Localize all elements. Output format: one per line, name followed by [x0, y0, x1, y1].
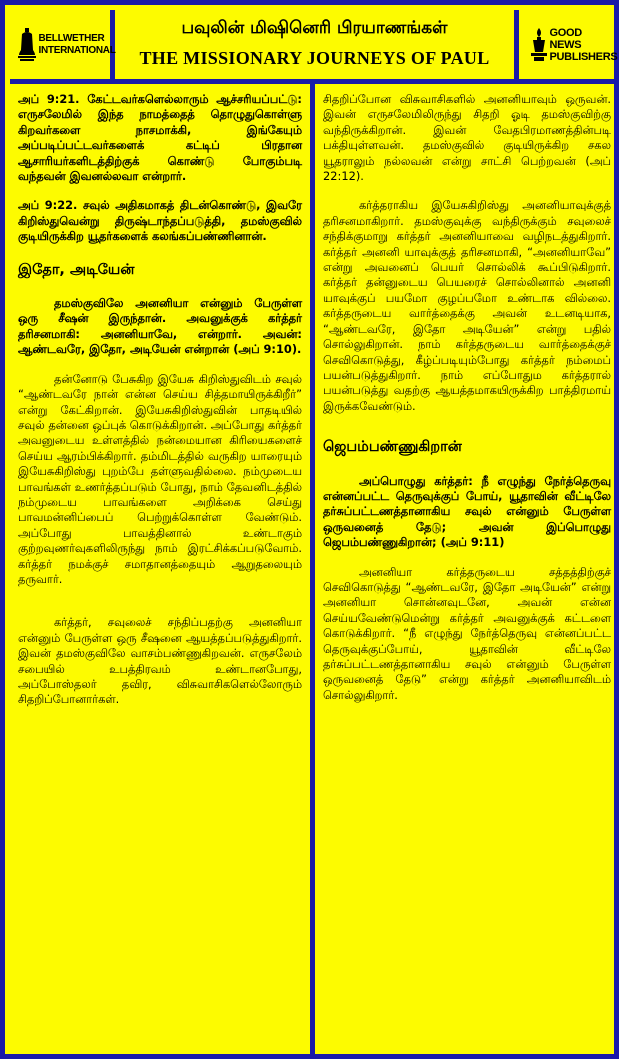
verse-acts-9-11: அப்பொழுது கர்த்தர்: நீ எழுந்து நேர்த்தெருவு என்னப்பட்ட தெருவுக்குப் போய், யூதாவின் வீட்டிலே தர்சுப்பட்டணத்தானாகிய சவுல் என்னும் பேருள்ள ஒருவனைத் தேடு; அவன் இப்பொழுது ஜெபம்பண்ணுகிறான்; (அப் 9:11) — [323, 473, 611, 550]
verse-acts-9-21: அப் 9:21. கேட்டவர்களெல்லாரும் ஆச்சரியப்பட்டு: எருசலேமில் இந்த நாமத்தைத் தொழுதுகொள்ளு கிறவர்களை நாசமாக்கி, இங்கேயும் அப்படிப்பட்டவர்களைக் கட்டிப் பிரதான ஆசாரியர்களிடத்திற்குக் கொண்டு போகும்படி வந்தவன் இவனல்லவா என்றார். — [18, 92, 302, 184]
page-title-english: THE MISSIONARY JOURNEYS OF PAUL — [139, 48, 490, 68]
section-heading-here-am-i: இதோ, அடியேன் — [18, 261, 135, 278]
publisher-name-right: GOOD NEWS PUBLISHERS — [549, 26, 618, 63]
paragraph: கர்த்தர், சவுலைச் சந்திப்பதற்கு அனனியா என்னும் பேருள்ள ஒரு சீஷனை ஆயத்தப்படுத்துகிறார். இவன் தமஸ்குவிலே வாசம்பண்ணுகிறவன். எருசலேம் சபையில் உபத்திரவம் உண்டானபோது, அப்போஸ்தலர் தவிர, விசுவாசிகளெல்லோரும் சிதறிப்போனார்கள். — [18, 615, 302, 707]
page-title-tamil: பவுலின் மிஷினெரி பிரயாணங்கள் — [181, 18, 448, 38]
publisher-logo-right — [514, 10, 619, 79]
header — [10, 10, 619, 84]
section-heading-praying: ஜெபம்பண்ணுகிறான் — [323, 439, 462, 456]
paragraph: சிதறிப்போன விசுவாசிகளில் அனனியாவும் ஒருவன். இவன் எருசலேமிலிருந்து சிதறி ஓடி தமஸ்குவிற்கு வந்திருக்கிறான். இவன் வேதபிரமாணத்தின்படி பக்தியுள்ளவன். தமஸ்குவில் குடியிருக்கிற சகல யூதராலும் நல்லவன் என்று சாட்சி பெற்றவன் (அப் 22:12). — [323, 92, 611, 184]
right-column — [315, 84, 619, 1059]
paragraph: தன்னோடு பேசுகிற இயேசு கிறிஸ்துவிடம் சவுல் “ஆண்டவரே நான் என்ன செய்ய சித்தமாயிருக்கிறீர்” என்று கேட்கிறான். இயேசுகிறிஸ்துவின் பாதடியில் சவுல் தன்னை ஒப்புக் கொடுக்கிறான். அப்போது கர்த்தர் அவனுடைய உள்ளத்தில் நன்மையான கிரியைகளைச் செய்ய ஆரம்பிக்கிறார். தம்மிடத்தில் வருகிற யாரையும் இயேசுகிறிஸ்து புறம்பே தள்ளுவதில்லை. நம்முடைய பாவங்கள் உணர்த்தப்படும் போது, நாம் தேவனிடத்தில் நம்முடைய பாவங்களை அறிக்கை செய்து பாவமன்னிப்பைப் பெற்றுக்கொள்ள வேண்டும். அப்போது பாவத்தினால் உண்டாகும் குற்றவுணர்வுகளிலிருந்து நாம் இரட்சிக்கப்படுவோம். கர்த்தர் நமக்குச் சமாதானத்தையும் ஆறுதலையும் தருவார். — [18, 371, 302, 586]
paragraph: கர்த்தராகிய இயேசுகிறிஸ்து அனனியாவுக்குத் தரிசனமாகிறார். தமஸ்குவுக்கு வந்திருக்கும் சவுலைச் சந்திக்குமாறு கர்த்தர் அனனியாவை வழிநடத்துகிறார். கர்த்தர் அனனி யாவுக்குத் தரிசனமாகி, “அனனியாவே” என்று அவனைப் பெயர் சொல்லிக் கூப்பிடுகிறார். கர்த்தர் தன்னுடைய பெயரைச் சொல்லினால் அனனி யாவுக்குப் பயமோ குழப்பமோ உண்டாக வில்லை. கர்த்தருடைய வார்த்தைக்கு அவன் உடனடியாக, “ஆண்டவரே, இதோ அடியேன்” என்று பதில் சொல்லுகிறான். நாம் கர்த்தருடைய வார்த்தைக்குச் செவிகொடுத்து, கீழ்ப்படியும்போது கர்த்தர் நம்மைப் பயன்படுத்துகிறார். நாம் எப்போதும கர்த்தரால் பயன்படுத்து வதற்கு ஆயத்தமாகயிருக்கிற பாத்திரமாய் இருக்கவேண்டும். — [323, 198, 611, 413]
left-column — [10, 84, 315, 1059]
verse-acts-9-10: தமஸ்குவிலே அனனியா என்னும் பேருள்ள ஒரு சீஷன் இருந்தான். அவனுக்குக் கர்த்தர் தரிசனமாகி: அனனியாவே, என்றார். அவன்: ஆண்டவரே, இதோ, அடியேன் என்றான் (அப் 9:10). — [18, 296, 302, 357]
publisher-name-left: BELLWETHER INTERNATIONAL — [38, 32, 116, 56]
paragraph: அனனியா கர்த்தருடைய சத்தத்திற்குச் செவிகொடுத்து “ஆண்டவரே, இதோ அடியேன்” என்று அனனியா சொன்னவுடனே, அவன் என்ன செய்யவேண்டுமென்று கர்த்தர் அவனுக்குக் கட்டளை கொடுக்கிறார். “நீ எழுந்து நேர்த்தெருவு என்னப்பட்ட தெருவுக்குப்போய், யூதாவின் வீட்டிலே தர்சுப்பட்டணத்தானாகிய சவுல் என்னும் பேருள்ள ஒருவனைத் தேடு” என்று கர்த்தர் அனனியாவிடம் சொல்லுகிறார். — [323, 564, 611, 702]
bell-icon — [18, 28, 36, 62]
verse-acts-9-22: அப் 9:22. சவுல் அதிகமாகத் திடன்கொண்டு, இவரே கிறிஸ்துவென்று திருஷ்டாந்தப்படுத்தி, தமஸ்குவில் குடியிருக்கிற யூதர்களைக் கலங்கப்பண்ணினான். — [18, 198, 302, 244]
publisher-logo-left — [10, 10, 115, 79]
title-block — [115, 10, 514, 79]
lamp-icon — [531, 28, 547, 62]
